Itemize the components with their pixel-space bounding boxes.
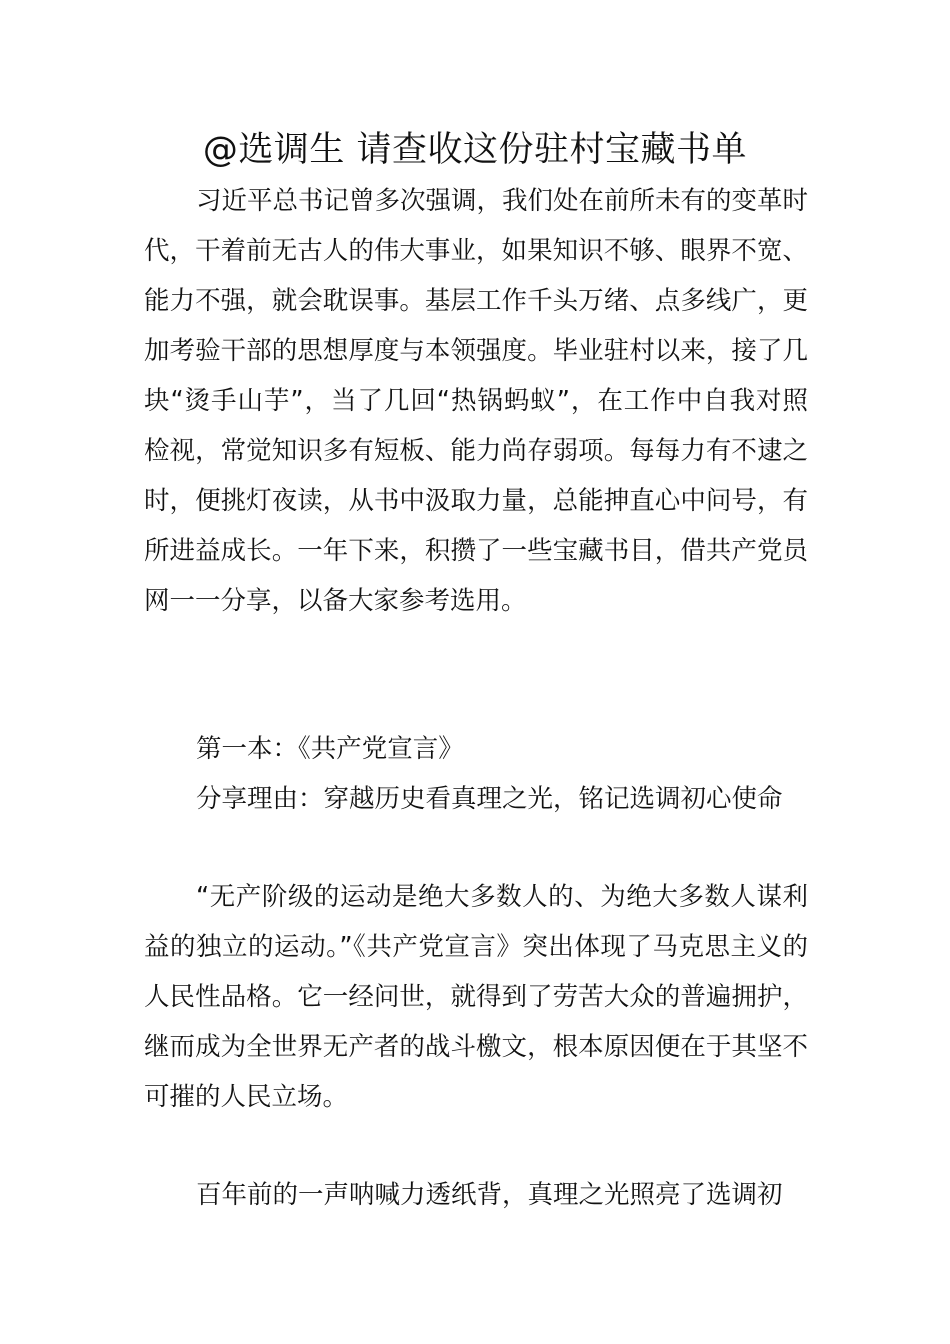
- intro-paragraph: 习近平总书记曾多次强调，我们处在前所未有的变革时代，干着前无古人的伟大事业，如果知识不够、眼界不宽、能力不强，就会耽误事。基层工作千头万绪、点多线广，更加考验干部的思想厚度与本领强度。毕业驻村以来，接了几块“烫手山芋”，当了几回“热锅蚂蚁”，在工作中自我对照检视，常觉知识多有短板、能力尚存弱项。每每力有不逮之时，便挑灯夜读，从书中汲取力量，总能抻直心中问号，有所进益成长。一年下来，积攒了一些宝藏书目，借共产党员网一一分享，以备大家参考选用。: [144, 186, 809, 616]
- book-1-paragraph-2: 百年前的一声呐喊力透纸背，真理之光照亮了选调初: [196, 1180, 783, 1210]
- document-title: @选调生 请查收这份驻村宝藏书单: [202, 130, 748, 170]
- book-1-paragraph-1: “无产阶级的运动是绝大多数人的、为绝大多数人谋利益的独立的运动。”《共产党宣言》突出体现了马克思主义的人民性品格。它一经问世，就得到了劳苦大众的普遍拥护，继而成为全世界无产者的战斗檄文，根本原因便在于其坚不可摧的人民立场。: [144, 882, 808, 1112]
- book-1-heading: 第一本：《共产党宣言》: [196, 734, 464, 764]
- book-1-reason: 分享理由：穿越历史看真理之光，铭记选调初心使命: [196, 784, 783, 814]
